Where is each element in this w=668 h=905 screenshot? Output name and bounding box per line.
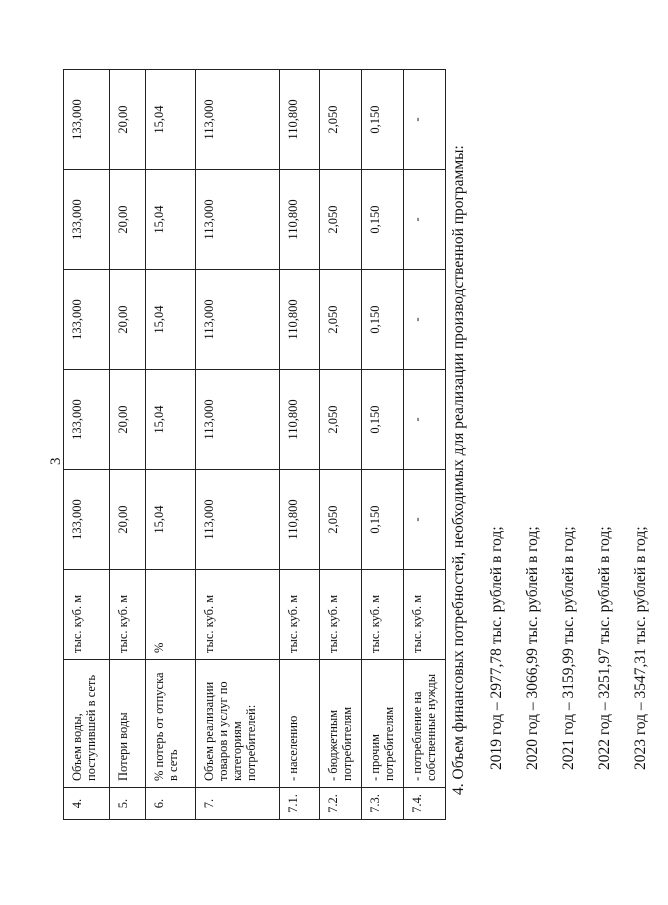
- value-cell: 133,000: [64, 70, 110, 170]
- value-cell: 15,04: [146, 70, 196, 170]
- value-cell: 15,04: [146, 270, 196, 370]
- production-program-table: [63, 69, 446, 820]
- value-cell: 113,000: [196, 70, 280, 170]
- value-cell: 2,050: [320, 370, 362, 470]
- unit-cell: тыс. куб. м: [404, 570, 446, 660]
- value-cell: -: [404, 270, 446, 370]
- value-cell: -: [404, 170, 446, 270]
- row-number-cell: 7.3.: [362, 788, 404, 820]
- value-cell: 110,800: [280, 470, 320, 570]
- value-cell: -: [404, 70, 446, 170]
- financing-year-line: 2019 год – 2977,78 тыс. рублей в год;: [488, 526, 505, 770]
- value-cell: 2,050: [320, 470, 362, 570]
- value-cell: 15,04: [146, 370, 196, 470]
- value-cell: 2,050: [320, 270, 362, 370]
- value-cell: 20,00: [110, 470, 146, 570]
- table-row: [196, 70, 280, 820]
- row-number-cell: 7.4.: [404, 788, 446, 820]
- value-cell: 0,150: [362, 370, 404, 470]
- table-row: [280, 70, 320, 820]
- financing-section: [450, 35, 668, 795]
- value-cell: 20,00: [110, 370, 146, 470]
- value-cell: 2,050: [320, 170, 362, 270]
- value-cell: 113,000: [196, 370, 280, 470]
- indicator-name-cell: Потери воды: [110, 660, 146, 788]
- value-cell: 133,000: [64, 170, 110, 270]
- table-row: [110, 70, 146, 820]
- unit-cell: тыс. куб. м: [362, 570, 404, 660]
- indicator-name-cell: Объем реализации товаров и услуг по категориям потребителей:: [196, 660, 280, 788]
- table-body: [64, 70, 446, 820]
- unit-cell: тыс. куб. м: [110, 570, 146, 660]
- row-number-cell: 6.: [146, 788, 196, 820]
- table-row: [146, 70, 196, 820]
- value-cell: 110,800: [280, 270, 320, 370]
- value-cell: 0,150: [362, 470, 404, 570]
- value-cell: 15,04: [146, 170, 196, 270]
- value-cell: 2,050: [320, 70, 362, 170]
- financing-year-line: 2023 год – 3547,31 тыс. рублей в год;: [632, 526, 649, 770]
- table-row: [320, 70, 362, 820]
- value-cell: 110,800: [280, 370, 320, 470]
- value-cell: 113,000: [196, 270, 280, 370]
- financing-heading: 4. Объем финансовых потребностей, необходимых для реализации производственной программы:: [450, 145, 467, 795]
- table-row: [64, 70, 110, 820]
- row-number-cell: 7.2.: [320, 788, 362, 820]
- indicator-name-cell: Объем воды, поступившей в сеть: [64, 660, 110, 788]
- value-cell: -: [404, 370, 446, 470]
- value-cell: 0,150: [362, 70, 404, 170]
- unit-cell: %: [146, 570, 196, 660]
- unit-cell: тыс. куб. м: [280, 570, 320, 660]
- unit-cell: тыс. куб. м: [196, 570, 280, 660]
- value-cell: 20,00: [110, 170, 146, 270]
- row-number-cell: 7.1.: [280, 788, 320, 820]
- row-number-cell: 4.: [64, 788, 110, 820]
- value-cell: 0,150: [362, 270, 404, 370]
- table-row: [404, 70, 446, 820]
- value-cell: 133,000: [64, 270, 110, 370]
- value-cell: 15,04: [146, 470, 196, 570]
- value-cell: 20,00: [110, 270, 146, 370]
- financing-year-line: 2021 год – 3159,99 тыс. рублей в год;: [560, 526, 577, 770]
- value-cell: 110,800: [280, 170, 320, 270]
- indicator-name-cell: - прочим потребителям: [362, 660, 404, 788]
- indicator-name-cell: - населению: [280, 660, 320, 788]
- indicator-name-cell: - потребление на собственные нужды: [404, 660, 446, 788]
- row-number-cell: 7.: [196, 788, 280, 820]
- financing-year-line: 2022 год – 3251,97 тыс. рублей в год;: [596, 526, 613, 770]
- value-cell: 20,00: [110, 70, 146, 170]
- value-cell: -: [404, 470, 446, 570]
- value-cell: 113,000: [196, 170, 280, 270]
- table-row: [362, 70, 404, 820]
- value-cell: 133,000: [64, 370, 110, 470]
- page-number: 3: [48, 457, 64, 465]
- value-cell: 110,800: [280, 70, 320, 170]
- unit-cell: тыс. куб. м: [320, 570, 362, 660]
- financing-year-line: 2020 год – 3066,99 тыс. рублей в год;: [524, 526, 541, 770]
- value-cell: 0,150: [362, 170, 404, 270]
- indicator-name-cell: % потерь от отпуска в сеть: [146, 660, 196, 788]
- row-number-cell: 5.: [110, 788, 146, 820]
- indicator-name-cell: - бюджетным потребителям: [320, 660, 362, 788]
- value-cell: 113,000: [196, 470, 280, 570]
- value-cell: 133,000: [64, 470, 110, 570]
- financing-years-list: [488, 35, 650, 795]
- unit-cell: тыс. куб. м: [64, 570, 110, 660]
